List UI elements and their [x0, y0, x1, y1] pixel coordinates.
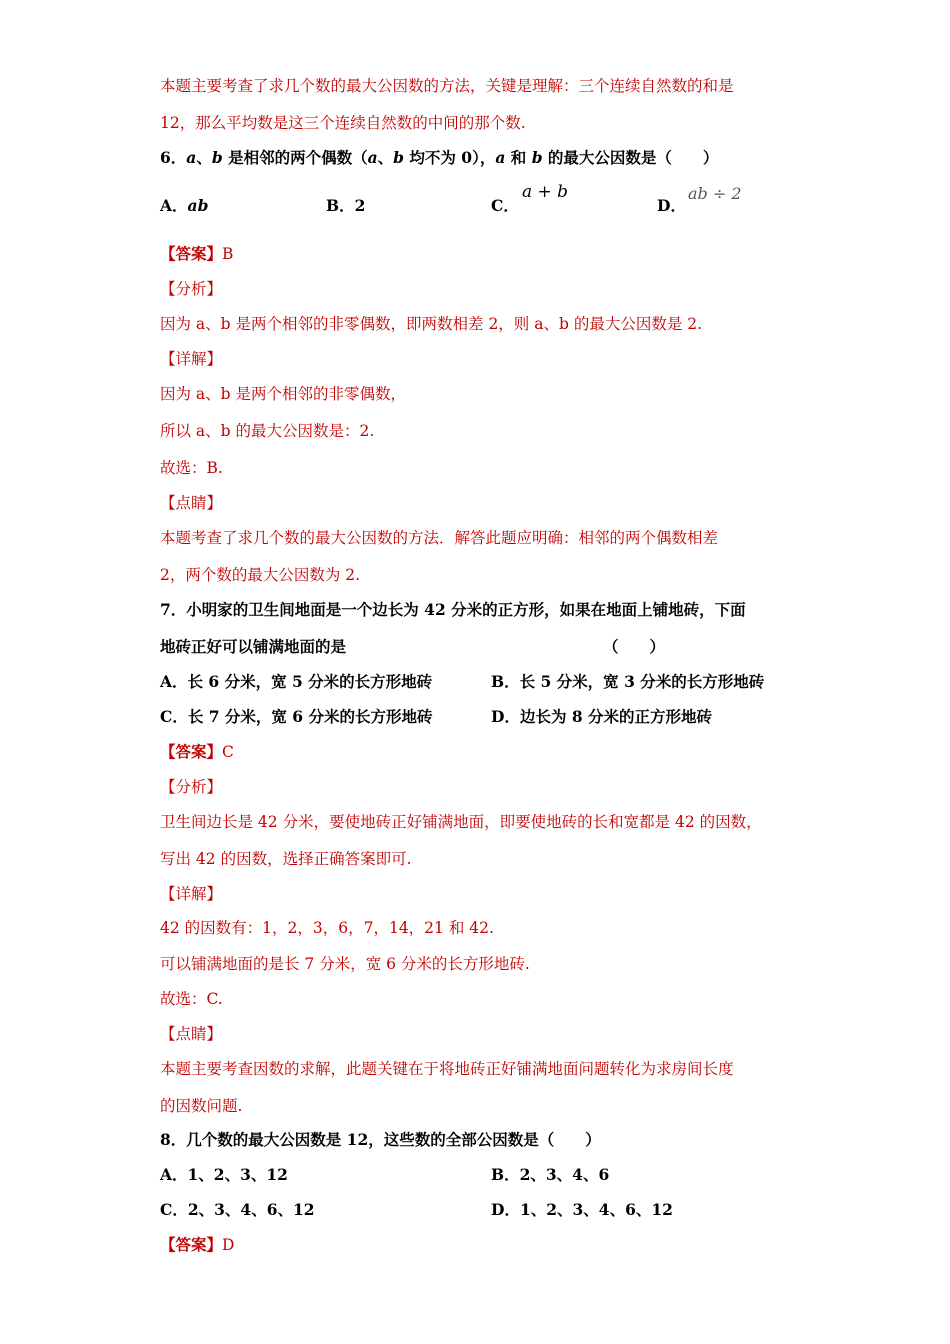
q6-var-a3: a: [495, 148, 506, 167]
q8-stem: 8．几个数的最大公因数是 12，这些数的全部公因数是（ ）: [160, 1130, 601, 1149]
q6-option-a: [160, 196, 208, 216]
q6-option-a-label: A．: [160, 196, 188, 215]
q8-answer: [160, 1235, 234, 1255]
q6-option-c-formula: a + b: [522, 182, 569, 202]
q6-detail-tag: 【详解】: [160, 350, 223, 368]
q6-option-b-label: B．: [326, 196, 355, 215]
q6-option-b-value: 2: [354, 196, 366, 215]
answer-value: B: [222, 245, 234, 263]
q7-detail-tag: 【详解】: [160, 885, 223, 903]
q6-analysis: 因为 a、b 是两个相邻的非零偶数，即两数相差 2，则 a、b 的最大公因数是 2.: [160, 315, 703, 333]
q6-comment-line: 本题考查了求几个数的最大公因数的方法．解答此题应明确：相邻的两个偶数相差: [160, 529, 719, 547]
q7-analysis-line: 写出 42 的因数，选择正确答案即可.: [160, 850, 412, 868]
q6-option-a-value: ab: [187, 196, 209, 215]
q8-option-b: B．2、3、4、6: [491, 1165, 610, 1184]
q6-var-b: b: [211, 148, 223, 167]
q6-detail-line: 所以 a、b 的最大公因数是：2.: [160, 422, 375, 440]
q7-comment-tag: 【点睛】: [160, 1025, 223, 1043]
q6-detail-line: 故选：B.: [160, 459, 223, 477]
q6-number: 6．: [160, 148, 187, 167]
q6-option-c-label: C．: [491, 196, 519, 215]
q7-comment-line: 本题主要考查因数的求解，此题关键在于将地砖正好铺满地面问题转化为求房间长度: [160, 1060, 734, 1078]
q6-stem-and: 和: [505, 148, 532, 167]
q7-option-a: A．长 6 分米，宽 5 分米的长方形地砖: [160, 672, 433, 691]
q8-option-a: A．1、2、3、12: [160, 1165, 288, 1184]
q7-stem-line-2: 地砖正好可以铺满地面的是: [160, 637, 347, 656]
q6-sep2: 、: [377, 148, 394, 167]
q7-answer: [160, 742, 234, 762]
q6-comment-tag: 【点睛】: [160, 494, 223, 512]
answer-tag: 【答案】: [160, 742, 223, 761]
q7-detail-line: 42 的因数有：1，2，3，6，7，14，21 和 42.: [160, 919, 494, 937]
q6-option-d-label: D．: [657, 196, 686, 215]
q6-option-c: [491, 196, 519, 216]
q6-stem-mid: 是相邻的两个偶数（: [222, 148, 368, 167]
q6-sep: 、: [196, 148, 212, 167]
q6-option-d: [657, 196, 686, 216]
q7-detail-line: 故选：C.: [160, 990, 223, 1008]
q8-option-c: C．2、3、4、6、12: [160, 1200, 315, 1219]
intro-line-1: 本题主要考查了求几个数的最大公因数的方法，关键是理解：三个连续自然数的和是: [160, 77, 734, 95]
q8-option-d: D．1、2、3、4、6、12: [491, 1200, 673, 1219]
q7-stem-line-1: 7．小明家的卫生间地面是一个边长为 42 分米的正方形，如果在地面上铺地砖，下面: [160, 600, 746, 619]
q6-option-d-formula: ab ÷ 2: [688, 184, 742, 203]
q6-var-b2: b: [393, 148, 405, 167]
q7-option-c: C．长 7 分米，宽 6 分米的长方形地砖: [160, 707, 433, 726]
q7-option-b: B．长 5 分米，宽 3 分米的长方形地砖: [491, 672, 765, 691]
q6-analysis-tag: 【分析】: [160, 280, 223, 298]
q6-stem-mid2: 均不为 0），: [404, 148, 496, 167]
q7-detail-line: 可以铺满地面的是长 7 分米，宽 6 分米的长方形地砖.: [160, 955, 530, 973]
q6-var-b3: b: [531, 148, 543, 167]
q6-detail-line: 因为 a、b 是两个相邻的非零偶数，: [160, 385, 407, 403]
q7-analysis-tag: 【分析】: [160, 778, 223, 796]
q7-comment-line: 的因数问题.: [160, 1097, 243, 1115]
answer-tag: 【答案】: [160, 244, 223, 263]
q6-answer: [160, 244, 233, 264]
intro-line-2: 12，那么平均数是这三个连续自然数的中间的那个数.: [160, 114, 526, 132]
q7-option-d: D．边长为 8 分米的正方形地砖: [491, 707, 713, 726]
answer-value: D: [222, 1236, 235, 1254]
q7-blank: （ ）: [603, 637, 666, 656]
q6-comment-line: 2，两个数的最大公因数为 2.: [160, 566, 361, 584]
answer-value: C: [222, 743, 234, 761]
answer-tag: 【答案】: [160, 1235, 223, 1254]
q6-var-a2: a: [367, 148, 378, 167]
q7-analysis-line: 卫生间边长是 42 分米，要使地砖正好铺满地面，即要使地砖的长和宽都是 42 的因数，: [160, 813, 762, 831]
q6-var-a: a: [186, 148, 197, 167]
q6-option-b: [326, 196, 365, 216]
q6-stem-end: 的最大公因数是（ ）: [542, 148, 719, 167]
q6-stem: [160, 148, 718, 168]
